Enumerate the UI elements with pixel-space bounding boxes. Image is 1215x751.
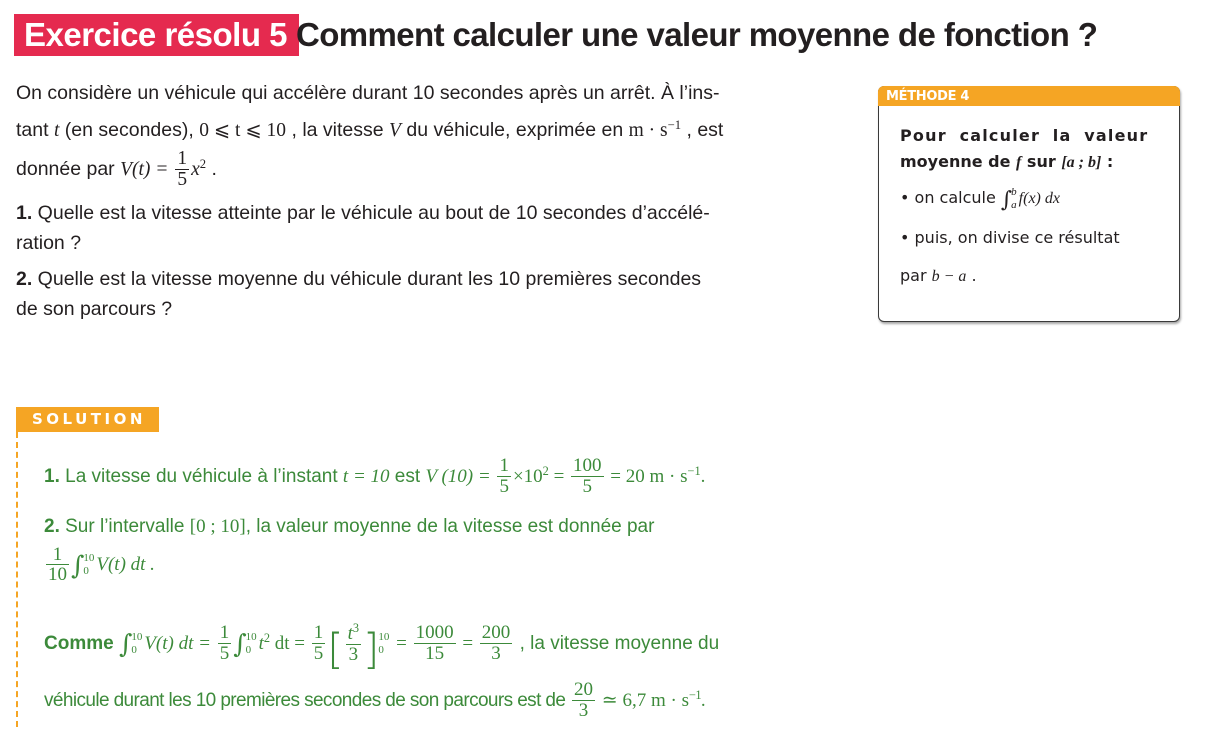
question-2-line-2: de son parcours ? <box>16 298 173 320</box>
text: (en secondes), <box>59 118 200 141</box>
integrand: V(t) dt . <box>96 554 155 575</box>
period: . <box>700 689 706 711</box>
text: donnée par <box>16 157 121 180</box>
text: , la valeur moyenne de la vitesse est donnée par <box>245 516 655 537</box>
right-bracket: ] <box>363 624 380 674</box>
lower-bound: 0 <box>245 643 252 656</box>
exponent: 3 <box>352 621 360 636</box>
numerator: 1 <box>177 147 188 169</box>
equals: = <box>548 465 570 487</box>
question-text: Quelle est la vitesse moyenne du véhicule durant les 10 premières secondes <box>32 268 702 290</box>
solution-dashed-line <box>16 432 18 727</box>
function-value: V (10) = <box>425 465 496 487</box>
integral-bounds <box>83 552 94 577</box>
exponent: 2 <box>263 631 271 645</box>
lower-bound: a <box>1011 198 1017 211</box>
numerator: 200 <box>481 622 511 644</box>
method-line-2 <box>900 152 1162 172</box>
unit-exponent: −1 <box>687 464 701 478</box>
text: , est <box>681 118 724 141</box>
method-bullet-2: • puis, on divise ce résultat <box>900 228 1120 247</box>
text: tant <box>16 118 54 141</box>
solution-tab-label: SOLUTION <box>32 410 146 428</box>
numerator: 1 <box>313 622 324 644</box>
upper-bound: 10 <box>131 631 143 644</box>
equals: = <box>391 632 412 654</box>
exercise-badge: Exercice résolu 5 <box>14 14 299 56</box>
method-bullet-1 <box>900 186 1162 212</box>
text: . <box>206 157 217 180</box>
integrand: V(t) dt = <box>144 632 216 654</box>
integral-sign: ∫ <box>71 550 85 581</box>
numerator: 1000 <box>415 622 454 644</box>
text: sur <box>1021 152 1062 171</box>
fraction <box>480 623 513 664</box>
denominator: 15 <box>425 643 445 665</box>
solution-line-2b <box>44 542 155 589</box>
text: Sur l’intervalle <box>59 516 190 537</box>
expression: b − a <box>931 268 967 285</box>
statement-line-2 <box>16 110 851 146</box>
numerator: 20 <box>574 679 594 701</box>
fraction-1-5 <box>175 149 189 191</box>
result: = 20 m · s <box>605 465 688 487</box>
method-line-1: Pour calculer la valeur <box>900 126 1149 145</box>
text: Comme <box>44 632 119 654</box>
denominator: 3 <box>491 643 501 665</box>
integral-bounds <box>131 631 142 656</box>
fraction <box>571 456 604 497</box>
upper-bound: 10 <box>245 631 257 644</box>
denominator: 5 <box>499 476 509 498</box>
upper-bound: 10 <box>83 552 95 565</box>
fraction <box>346 622 361 665</box>
question-2-line-1 <box>16 264 851 294</box>
expression: ×10 <box>512 465 543 487</box>
text: est <box>389 465 426 487</box>
method-tab-label: MÉTHODE 4 <box>886 89 970 104</box>
exponent: 2 <box>199 157 207 171</box>
exercise-title: Comment calculer une valeur moyenne de fonction ? <box>296 16 1098 53</box>
integral-bounds <box>1011 186 1017 211</box>
integrand: f(x) dx <box>1018 190 1060 208</box>
text: , la vitesse moyenne du <box>514 632 720 654</box>
statement-line-3 <box>16 142 851 192</box>
interval-ab: [a ; b] <box>1061 154 1102 171</box>
text: véhicule durant les 10 premières secondes de son parcours est de <box>44 689 571 711</box>
denominator: 10 <box>48 564 67 586</box>
var-V: V <box>389 119 401 141</box>
text: . <box>966 266 977 285</box>
answer-number: 1. <box>44 465 60 487</box>
lower-bound: 0 <box>131 643 137 656</box>
method-line-par <box>900 266 1162 286</box>
unit: m · s <box>628 119 668 141</box>
fraction <box>46 545 69 586</box>
text: moyenne de <box>900 152 1017 171</box>
upper-bound: 10 <box>378 631 390 644</box>
upper-bound: b <box>1011 186 1017 198</box>
integral-sign: ∫ <box>118 629 133 660</box>
numerator: 1 <box>499 455 509 477</box>
text: : <box>1101 152 1114 171</box>
denominator: 5 <box>219 643 230 665</box>
period: . <box>700 465 706 487</box>
question-number: 1. <box>16 202 33 224</box>
denominator: 5 <box>177 169 188 191</box>
integral-sign: ∫ <box>1000 187 1013 213</box>
var-t: t <box>258 632 264 654</box>
answer-number: 2. <box>44 516 60 537</box>
unit-exponent: −1 <box>688 688 701 702</box>
function-V: V(t) = <box>120 158 174 180</box>
equation: t = 10 <box>342 465 390 487</box>
fraction <box>218 623 232 664</box>
inequality: 0 ⩽ t ⩽ 10 <box>199 119 287 141</box>
var-x: x <box>191 158 200 180</box>
solution-line-4 <box>44 672 705 724</box>
numerator: 1 <box>219 622 230 644</box>
solution-line-1 <box>44 448 705 500</box>
question-1-line-1 <box>16 198 851 228</box>
unit-exponent: −1 <box>667 118 682 132</box>
text: • on calcule <box>900 188 1001 208</box>
denominator: 3 <box>348 644 359 666</box>
solution-line-2 <box>44 512 854 542</box>
text: , la vitesse <box>286 118 390 141</box>
integral-bounds <box>246 631 257 656</box>
left-bracket: [ <box>327 624 344 674</box>
var-t: t <box>347 623 353 645</box>
fraction <box>497 456 511 497</box>
interval: [0 ; 10] <box>189 516 246 537</box>
fraction <box>312 623 326 664</box>
denominator: 3 <box>578 700 589 722</box>
fraction <box>572 680 595 721</box>
numerator: 1 <box>46 545 69 566</box>
text: du véhicule, exprimée en <box>400 118 629 141</box>
text: La vitesse du véhicule à l’instant <box>59 465 343 487</box>
fraction <box>414 623 456 664</box>
statement-line-1: On considère un véhicule qui accélère durant 10 secondes après un arrêt. À l’ins- <box>16 82 720 104</box>
bracket-bounds <box>378 631 389 656</box>
lower-bound: 0 <box>83 564 89 577</box>
equals: = <box>457 632 478 654</box>
denominator: 5 <box>582 476 593 498</box>
denominator: 5 <box>313 643 324 665</box>
var-t: t <box>53 119 60 141</box>
question-text: Quelle est la vitesse atteinte par le véhicule au bout de 10 secondes d’accélé- <box>32 202 710 224</box>
equals: dt = <box>270 632 310 654</box>
lower-bound: 0 <box>378 643 384 656</box>
integral-sign: ∫ <box>233 629 247 660</box>
numerator <box>346 622 361 645</box>
var-f: f <box>1016 154 1022 171</box>
text: par <box>900 266 932 285</box>
question-number: 2. <box>16 268 33 290</box>
question-1-line-2: ration ? <box>16 232 82 254</box>
solution-line-3 <box>44 610 719 677</box>
exponent: 2 <box>542 464 549 478</box>
result: ≃ 6,7 m · s <box>597 689 689 711</box>
numerator: 100 <box>573 455 602 477</box>
